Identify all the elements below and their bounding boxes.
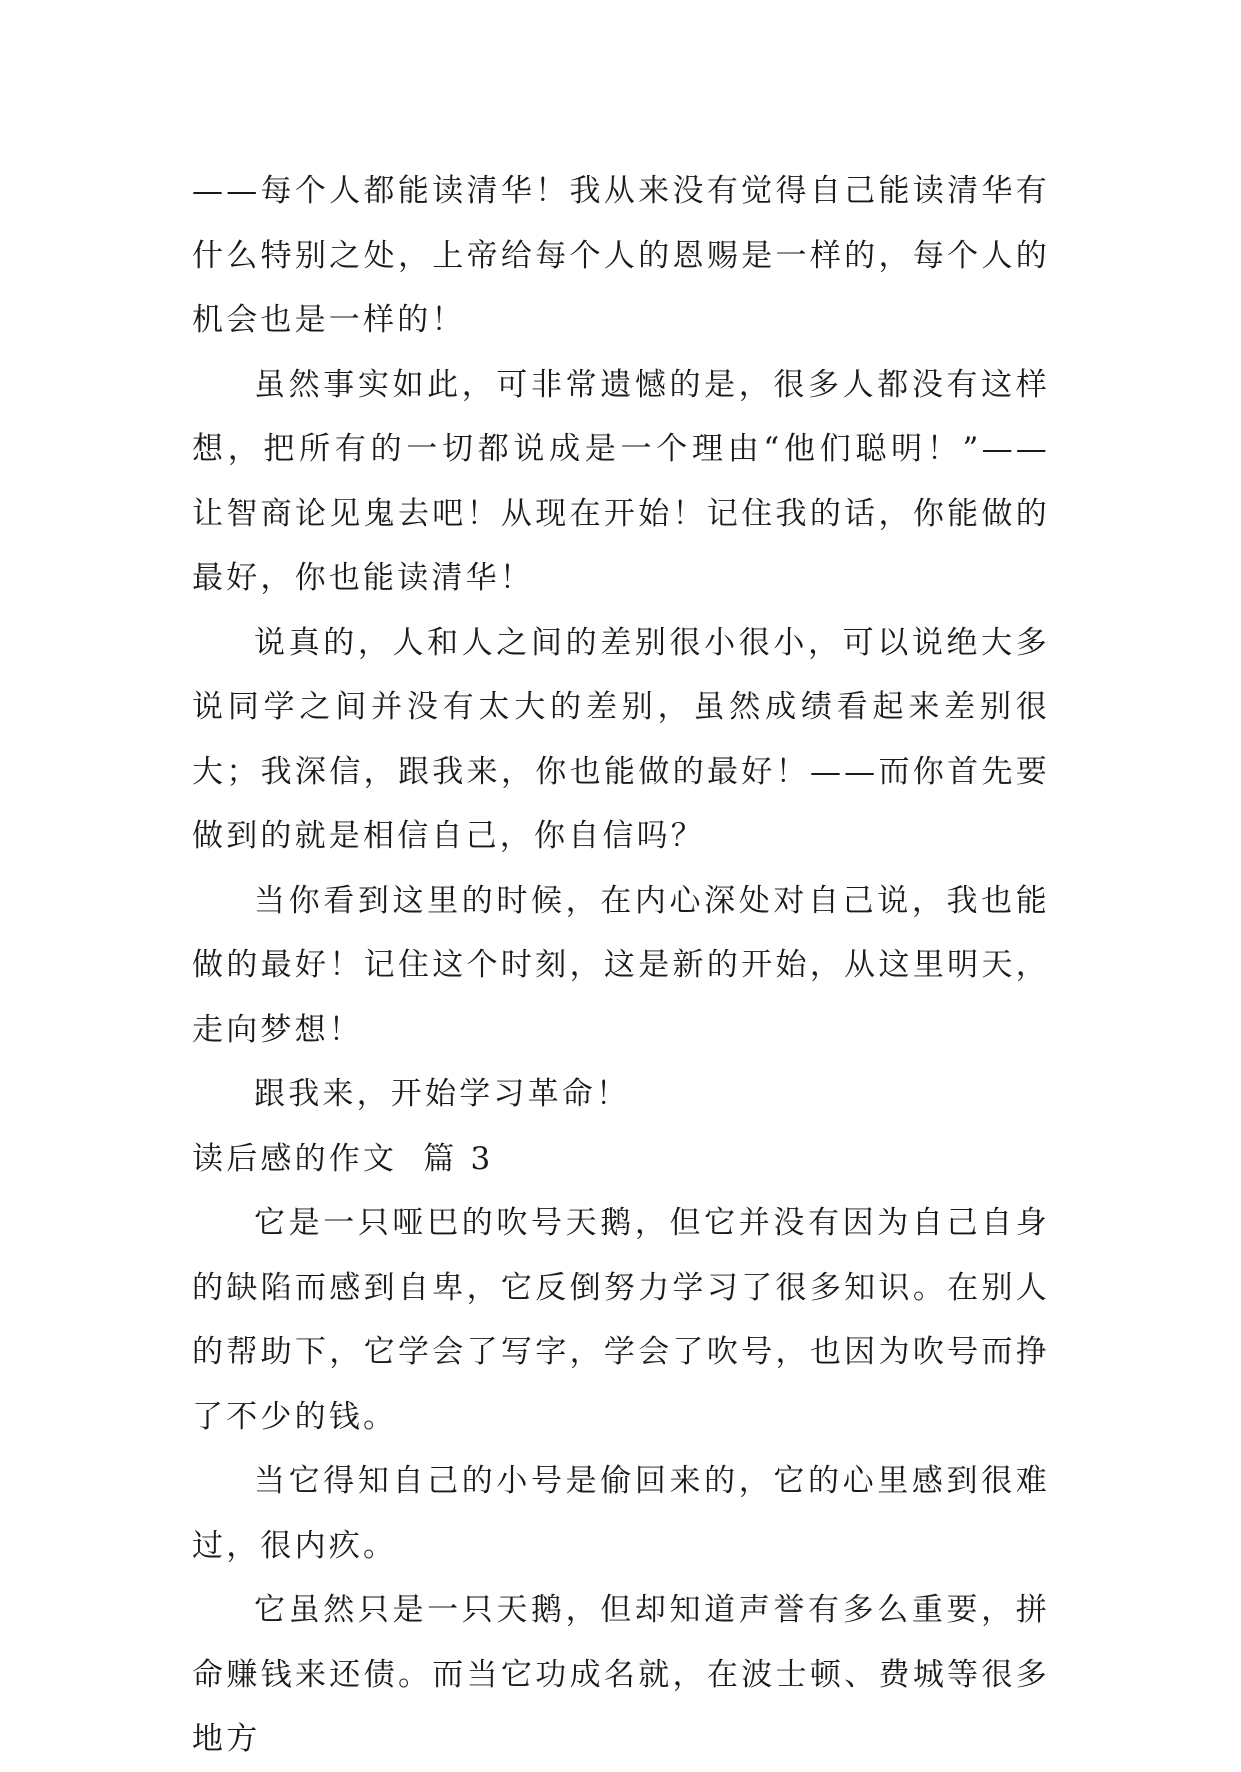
- section-heading: 读后感的作文 篇 3: [192, 1140, 494, 1177]
- paragraph: 虽然事实如此，可非常遗憾的是，很多人都没有这样想，把所有的一切都说成是一个理由“他们聪明！”——让智商论见鬼去吧！从现在开始！记住我的话，你能做的最好，你也能读清华！: [192, 366, 1050, 596]
- paragraph: 当你看到这里的时候，在内心深处对自己说，我也能做的最好！记住这个时刻，这是新的开始，从这里明天，走向梦想！: [192, 882, 1050, 1048]
- paragraph: 它虽然只是一只天鹅，但却知道声誉有多么重要，拼命赚钱来还债。而当它功成名就，在波士顿、费城等很多地方: [192, 1592, 1050, 1757]
- paragraph: 当它得知自己的小号是偷回来的，它的心里感到很难过，很内疚。: [192, 1463, 1050, 1564]
- paragraph: ——每个人都能读清华！我从来没有觉得自己能读清华有什么特别之处，上帝给每个人的恩赐是一样的，每个人的机会也是一样的！: [192, 173, 1050, 338]
- paragraph: 它是一只哑巴的吹号天鹅，但它并没有因为自己自身的缺陷而感到自卑，它反倒努力学习了很多知识。在别人的帮助下，它学会了写字，学会了吹号，也因为吹号而挣了不少的钱。: [192, 1205, 1050, 1435]
- paragraph: 说真的，人和人之间的差别很小很小，可以说绝大多说同学之间并没有太大的差别，虽然成绩看起来差别很大；我深信，跟我来，你也能做的最好！——而你首先要做到的就是相信自己，你自信吗？: [192, 624, 1050, 854]
- paragraph: 跟我来，开始学习革命！: [254, 1076, 631, 1112]
- document-body: [192, 159, 1050, 1772]
